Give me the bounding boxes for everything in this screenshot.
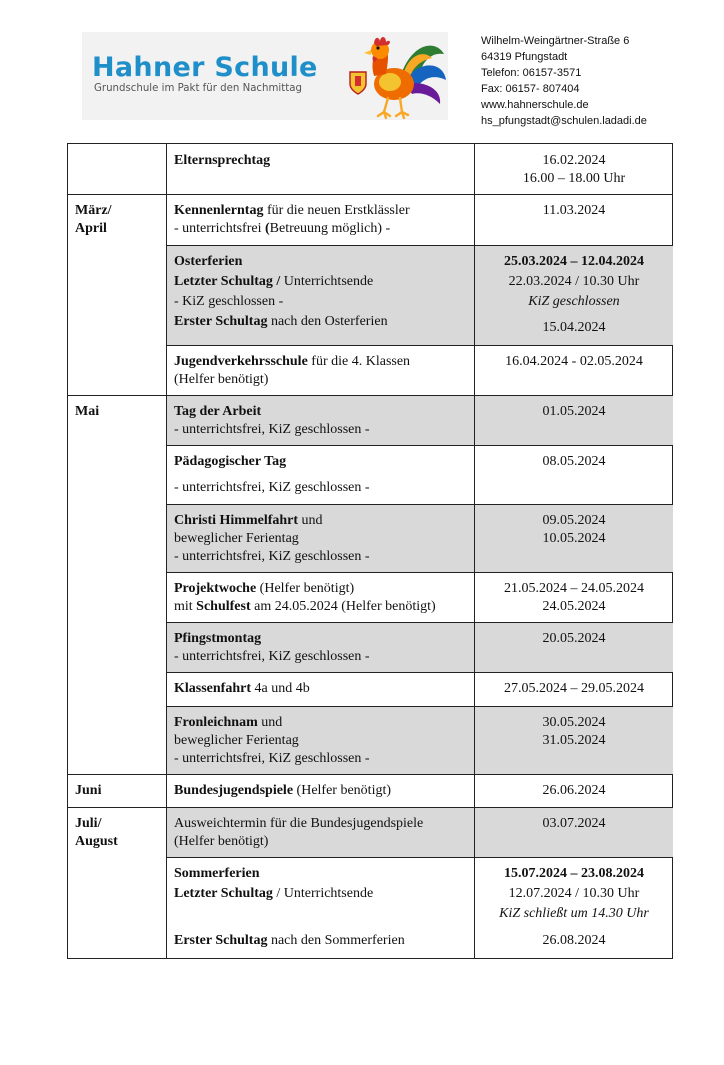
table-row: [167, 194, 673, 245]
table-row: [167, 245, 673, 345]
event-description: Jugendverkehrsschule für die 4. Klassen (Helfer benötigt): [174, 354, 411, 387]
table-row: [167, 445, 673, 504]
event-description: Tag der Arbeit - unterrichtsfrei, KiZ geschlossen -: [174, 404, 370, 437]
event-description: Pädagogischer Tag - unterrichtsfrei, KiZ geschlossen -: [174, 454, 370, 495]
address-web[interactable]: www.hahnerschule.de: [481, 99, 589, 111]
event-date: 16.04.2024 - 02.05.2024: [505, 354, 643, 369]
row-divider: [68, 395, 166, 396]
address-phone: Telefon: 06157-3571: [481, 67, 582, 79]
event-date: 11.03.2024: [542, 203, 606, 218]
row-divider: [68, 774, 166, 775]
event-date: 09.05.2024 10.05.2024: [542, 513, 606, 546]
event-description: Ausweichtermin für die Bundesjugendspiele (Helfer benötigt): [174, 816, 424, 849]
event-date: 15.07.2024 – 23.08.2024 12.07.2024 / 10.30 Uhr KiZ schließt um 14.30 Uhr 26.08.2024: [499, 866, 649, 948]
school-name: Hahner Schule: [92, 52, 318, 83]
event-date: 30.05.2024 31.05.2024: [542, 715, 606, 748]
table-row: [167, 774, 673, 807]
event-date: 20.05.2024: [542, 631, 606, 646]
month-label: Mai: [75, 404, 100, 419]
address-fax: Fax: 06157- 807404: [481, 83, 580, 95]
address-street: Wilhelm-Weingärtner-Straße 6: [481, 35, 630, 47]
event-date: 26.06.2024: [542, 783, 606, 798]
event-date: 01.05.2024: [542, 404, 606, 419]
school-subtitle: Grundschule im Pakt für den Nachmittag: [94, 83, 302, 94]
table-row: [167, 807, 673, 857]
event-description: Elternsprechtag: [174, 153, 271, 168]
table-row: [167, 504, 673, 572]
month-label: Juni: [75, 783, 102, 798]
event-description: Osterferien Letzter Schultag / Unterrichtsende - KiZ geschlossen - Erster Schultag nach den Osterferien: [174, 254, 388, 329]
month-label: Juli/ August: [75, 816, 118, 849]
event-description: Bundesjugendspiele (Helfer benötigt): [174, 783, 392, 798]
event-description: Projektwoche (Helfer benötigt) mit Schulfest am 24.05.2024 (Helfer benötigt): [174, 581, 436, 614]
school-logo: [82, 32, 448, 120]
schedule-table: [67, 143, 673, 959]
event-description: Sommerferien Letzter Schultag / Unterrichtsende Erster Schultag nach den Sommerferien: [174, 866, 405, 948]
table-row: [167, 672, 673, 706]
table-row: [167, 622, 673, 672]
column-divider: [166, 144, 167, 958]
event-description: Klassenfahrt 4a und 4b: [174, 681, 310, 696]
event-description: Kennenlerntag für die neuen Erstklässler - unterrichtsfrei (Betreuung möglich) -: [174, 203, 410, 236]
address-city: 64319 Pfungstadt: [481, 51, 568, 63]
table-row: [167, 857, 673, 958]
event-date: 16.02.2024 16.00 – 18.00 Uhr: [522, 153, 626, 186]
table-row: [167, 706, 673, 774]
table-row: [167, 144, 673, 194]
rooster-logo-icon: [344, 32, 448, 120]
event-date: 27.05.2024 – 29.05.2024: [504, 681, 644, 696]
column-divider: [474, 144, 475, 958]
event-description: Christi Himmelfahrt und beweglicher Ferientag - unterrichtsfrei, KiZ geschlossen -: [174, 513, 370, 564]
address-email[interactable]: hs_pfungstadt@schulen.ladadi.de: [481, 115, 647, 127]
month-label: März/ April: [75, 203, 112, 236]
event-description: Fronleichnam und beweglicher Ferientag - unterrichtsfrei, KiZ geschlossen -: [174, 715, 370, 766]
event-description: Pfingstmontag - unterrichtsfrei, KiZ geschlossen -: [174, 631, 370, 664]
table-row: [167, 572, 673, 622]
event-date: 21.05.2024 – 24.05.2024 24.05.2024: [504, 581, 644, 614]
event-date: 08.05.2024: [542, 454, 606, 469]
school-address: [481, 33, 647, 129]
event-date: 03.07.2024: [542, 816, 606, 831]
table-row: [167, 345, 673, 395]
row-divider: [68, 807, 166, 808]
row-divider: [68, 194, 166, 195]
table-row: [167, 395, 673, 445]
event-date: 25.03.2024 – 12.04.2024 22.03.2024 / 10.30 Uhr KiZ geschlossen 15.04.2024: [504, 254, 644, 335]
